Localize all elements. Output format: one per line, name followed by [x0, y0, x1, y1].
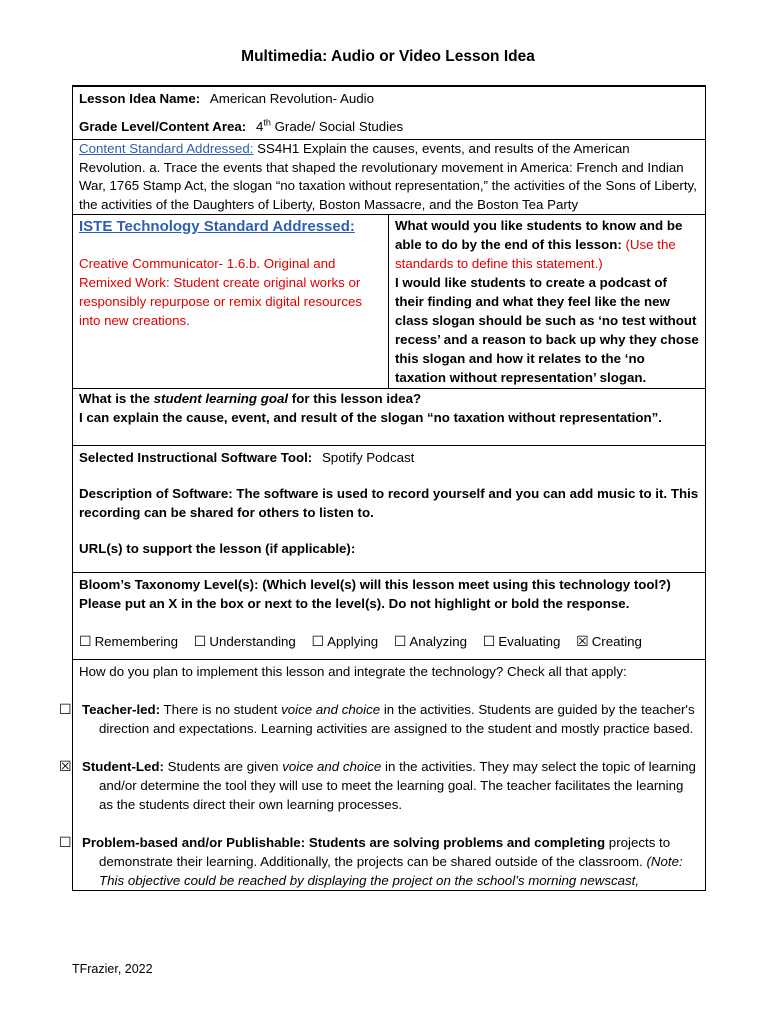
bloom-row — [73, 573, 706, 660]
bloom-level-creating[interactable]: ☒ Creating — [576, 633, 642, 649]
option-problem-based[interactable]: ☐ Problem-based and/or Publishable: Students are solving problems and completing projects to demonstrate their learning. Additionally, the projects can be shared outside of the classroom. (Note: This objective could be reached by displaying the project on the school’s morning newscast, — [59, 834, 683, 888]
content-standard-label: Content Standard Addressed: — [79, 141, 254, 156]
lesson-name-value: American Revolution- Audio — [209, 91, 374, 106]
bloom-level-evaluating[interactable]: ☐ Evaluating — [482, 633, 561, 649]
bloom-level-remembering[interactable]: ☐ Remembering — [79, 633, 179, 649]
software-tool-value: Spotify Podcast — [321, 450, 415, 465]
software-tool-label: Selected Instructional Software Tool: — [79, 450, 313, 465]
grade-value: 4th Grade/ Social Studies — [255, 117, 404, 134]
bloom-levels — [79, 632, 699, 651]
checked-checkbox-icon[interactable]: ☒ — [576, 633, 589, 649]
grade-label: Grade Level/Content Area: — [79, 119, 247, 134]
checkbox-icon[interactable]: ☐ — [193, 633, 207, 649]
standards-row — [73, 215, 706, 389]
option-teacher-led[interactable]: ☐ Teacher-led: There is no student voice and choice in the activities. Students are guided by the teacher's direction and expectations. Learning activities are assigned to the student and mostly practice based. — [59, 701, 695, 736]
outcome-question: What would you like students to know and be able to do by the end of this lesson: (Use the standards to define this statement.) — [395, 218, 683, 271]
bloom-level-analyzing[interactable]: ☐ Analyzing — [393, 633, 468, 649]
checkbox-icon[interactable]: ☐ — [393, 633, 407, 649]
bloom-level-applying[interactable]: ☐ Applying — [311, 633, 379, 649]
learning-goal-answer: I can explain the cause, event, and result of the slogan “no taxation without representation”. — [79, 410, 662, 425]
learning-goal-row — [73, 389, 706, 446]
software-row — [73, 446, 706, 573]
implementation-question: How do you plan to implement this lesson and integrate the technology? Check all that apply: — [79, 664, 627, 679]
checkbox-icon[interactable]: ☐ — [79, 633, 92, 649]
content-standard-row — [73, 140, 706, 215]
checkbox-icon[interactable]: ☐ — [482, 633, 496, 649]
bloom-question: Bloom’s Taxonomy Level(s): (Which level(s) will this lesson meet using this technology tool?) — [79, 577, 671, 592]
option-student-led[interactable]: ☒ Student-Led: Students are given voice and choice in the activities. They may select the topic of learning and/or determine the tool they will use to meet the learning goal. The teacher facilitates the learning as the students direct their own learning processes. — [59, 758, 696, 812]
lesson-name-label: Lesson Idea Name: — [79, 91, 201, 106]
footer: TFrazier, 2022 — [72, 962, 153, 976]
checkbox-icon[interactable]: ☐ — [311, 633, 325, 649]
lesson-form-table — [59, 85, 706, 891]
outcome-note: (Use the standards to define this statement.) — [395, 237, 676, 271]
outcome-answer: I would like students to create a podcast of their finding and what they feel like the new class slogan should be such as ‘no test without recess’ and a reason to back up why they chose this slogan and how it relates to the ‘no taxation without representation’ slogan. — [395, 275, 699, 385]
implementation-row — [73, 660, 706, 891]
lesson-info-row — [73, 86, 706, 140]
content-standard-text: SS4H1 Explain the causes, events, and results of the American Revolution. a. Trace the events that shaped the revolutionary movement in America: French and Indian War, 1765 Stamp Act, the slogan “no taxation without representation,” the activities of the Sons of Liberty, the activities of the Daughters of Liberty, Boston Massacre, and the Boston Tea Party — [79, 141, 697, 212]
bloom-instruction: Please put an X in the box or next to the level(s). Do not highlight or bold the response. — [79, 596, 630, 611]
software-description: Description of Software: The software is used to record yourself and you can add music to it. This recording can be shared for others to listen to. — [79, 486, 699, 520]
url-label: URL(s) to support the lesson (if applicable): — [79, 541, 356, 556]
bloom-level-understanding[interactable]: ☐ Understanding — [193, 633, 296, 649]
problem-based-note: (Note: This objective could be reached by displaying the project on the school’s morning newscast, — [99, 854, 683, 888]
iste-standard-label: ISTE Technology Standard Addressed: — [79, 218, 355, 235]
page-title: Multimedia: Audio or Video Lesson Idea — [241, 48, 535, 65]
learning-goal-question: What is the student learning goal for this lesson idea? — [79, 391, 422, 406]
iste-standard-text: Creative Communicator- 1.6.b. Original and Remixed Work: Student create original works or responsibly repurpose or remix digital resources into new creations. — [79, 256, 363, 328]
